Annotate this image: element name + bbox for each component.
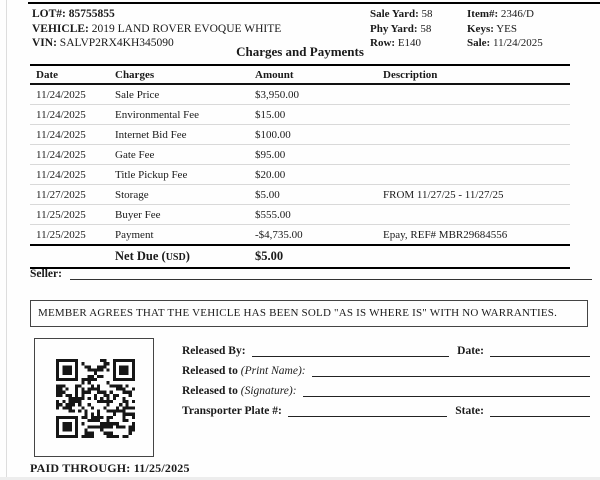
cell-amount: $5.00	[255, 188, 280, 201]
cell-date: 11/24/2025	[36, 128, 86, 141]
qr-code-box	[34, 338, 154, 457]
charges-rows	[30, 85, 570, 244]
sale-yard-label: Sale Yard:	[370, 8, 419, 20]
lot-line	[32, 7, 281, 22]
release-section	[182, 337, 590, 417]
paid-through-label: PAID THROUGH: 11/25/2025	[30, 461, 190, 475]
cell-charge: Buyer Fee	[115, 208, 161, 221]
print-name-line[interactable]	[312, 362, 590, 377]
table-row	[30, 105, 570, 125]
cell-charge: Gate Fee	[115, 148, 155, 161]
keys-line	[467, 22, 543, 37]
charges-table-header	[30, 66, 570, 85]
charges-table	[30, 64, 570, 269]
net-due-label: Net Due (USD)	[115, 249, 190, 263]
col-header-date: Date	[36, 68, 58, 81]
table-row	[30, 165, 570, 185]
cell-charge: Payment	[115, 228, 154, 241]
released-by-line[interactable]	[252, 342, 450, 357]
table-row	[30, 125, 570, 145]
keys-label: Keys:	[467, 22, 494, 35]
sale-date-value: 11/24/2025	[492, 37, 543, 49]
cell-date: 11/24/2025	[36, 148, 86, 161]
transporter-line[interactable]	[288, 402, 447, 417]
phy-yard-value: 58	[420, 22, 432, 35]
table-row	[30, 225, 570, 244]
cell-charge: Internet Bid Fee	[115, 128, 187, 141]
cell-description: Epay, REF# MBR29684556	[383, 228, 508, 241]
lot-value: 85755855	[68, 8, 115, 20]
col-header-description: Description	[383, 68, 438, 81]
released-to-print-label: Released to	[182, 365, 238, 377]
row-value: E140	[397, 37, 422, 49]
seller-line	[30, 266, 592, 280]
vin-label: VIN:	[32, 37, 57, 49]
cell-amount: $3,950.00	[255, 88, 299, 101]
warranty-notice-box	[30, 300, 588, 327]
page-top-rule	[28, 2, 600, 4]
cell-amount: $95.00	[255, 148, 286, 161]
sale-yard-value: 58	[421, 8, 433, 20]
page-title: Charges and Payments	[236, 44, 364, 59]
vin-value: SALVP2RX4KH345090	[59, 37, 174, 49]
row-label: Row:	[370, 37, 396, 49]
released-to-print-row	[182, 357, 590, 377]
released-to-signature-label: Released to	[182, 385, 238, 397]
cell-amount: $15.00	[255, 108, 286, 121]
cell-amount: $20.00	[255, 168, 286, 181]
seller-label: Seller:	[30, 268, 62, 280]
cell-charge: Sale Price	[115, 88, 160, 101]
cell-amount: $100.00	[255, 128, 291, 141]
qr-code	[56, 359, 135, 438]
seller-signature-line[interactable]	[70, 265, 592, 280]
cell-amount: -$4,735.00	[255, 228, 303, 241]
col-header-amount: Amount	[255, 68, 294, 81]
state-label: State:	[455, 405, 484, 417]
phy-yard-label: Phy Yard:	[370, 22, 418, 35]
item-value: 2346/D	[500, 8, 534, 20]
cell-date: 11/24/2025	[36, 168, 86, 181]
signature-line[interactable]	[303, 382, 590, 397]
cell-charge: Storage	[115, 188, 149, 201]
released-to-signature-row	[182, 377, 590, 397]
item-line	[467, 7, 543, 22]
date-label: Date:	[457, 345, 484, 357]
released-by-label: Released By:	[182, 345, 246, 357]
keys-value: YES	[496, 22, 518, 35]
released-by-row	[182, 337, 590, 357]
scan-edge-left	[6, 0, 7, 480]
cell-charge: Title Pickup Fee	[115, 168, 188, 181]
cell-description: FROM 11/27/25 - 11/27/25	[383, 188, 504, 201]
cell-date: 11/27/2025	[36, 188, 86, 201]
sale-date-label: Sale:	[467, 37, 491, 49]
table-row	[30, 85, 570, 105]
item-label: Item#:	[467, 8, 499, 20]
transporter-row	[182, 397, 590, 417]
lot-label: LOT#:	[32, 8, 66, 20]
print-name-label: (Print Name):	[240, 365, 306, 377]
cell-date: 11/25/2025	[36, 228, 86, 241]
vehicle-label: VEHICLE:	[32, 22, 89, 35]
cell-date: 11/24/2025	[36, 108, 86, 121]
cell-charge: Environmental Fee	[115, 108, 200, 121]
cell-date: 11/24/2025	[36, 88, 86, 101]
table-row	[30, 145, 570, 165]
cell-amount: $555.00	[255, 208, 291, 221]
date-line[interactable]	[490, 342, 590, 357]
vehicle-line	[32, 22, 281, 37]
net-due-value: $5.00	[255, 249, 284, 263]
table-row	[30, 205, 570, 225]
phy-yard-line	[370, 22, 433, 37]
signature-label: (Signature):	[240, 385, 297, 397]
state-line[interactable]	[490, 402, 590, 417]
vehicle-value: 2019 LAND ROVER EVOQUE WHITE	[91, 22, 282, 35]
col-header-charges: Charges	[115, 68, 155, 81]
transporter-label: Transporter Plate #:	[182, 405, 282, 417]
sale-yard-line	[370, 7, 433, 22]
warranty-notice-text: MEMBER AGREES THAT THE VEHICLE HAS BEEN SOLD "AS IS WHERE IS" WITH NO WARRANTIES.	[38, 307, 558, 319]
table-row	[30, 185, 570, 205]
cell-date: 11/25/2025	[36, 208, 86, 221]
